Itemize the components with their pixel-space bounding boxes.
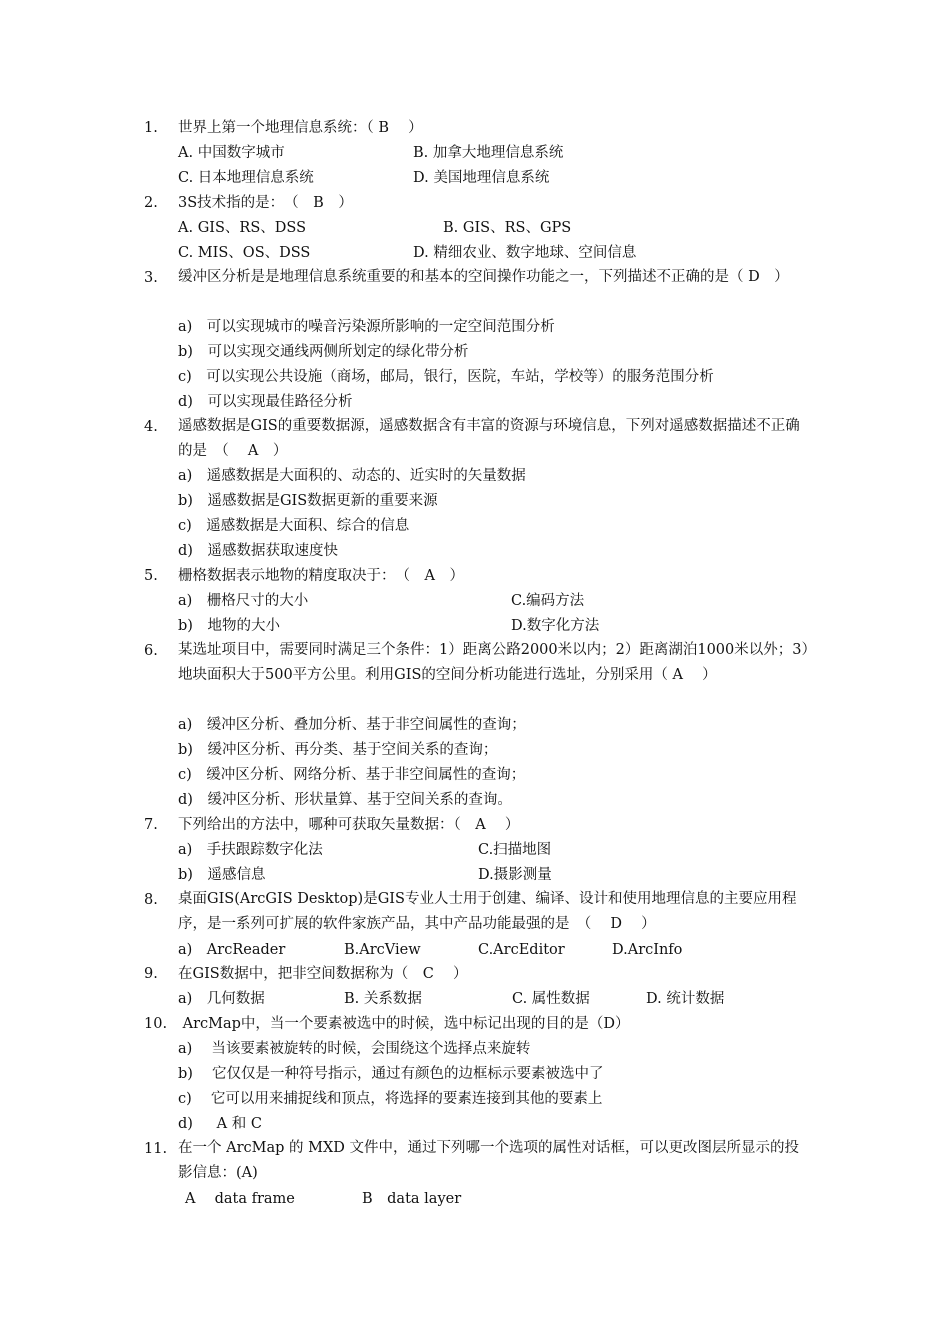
option-d: D. 统计数据 (646, 991, 725, 1007)
question-number: 5. (144, 568, 158, 584)
option-d: D. 美国地理信息系统 (413, 170, 550, 186)
option-d: d) A 和 C (178, 1116, 262, 1132)
option-a: a) ArcReader (178, 942, 286, 958)
option-b: B. 关系数据 (344, 991, 422, 1007)
option-a: a) 遥感数据是大面积的、动态的、近实时的矢量数据 (178, 468, 526, 484)
question-text: 遥感数据是GIS的重要数据源，遥感数据含有丰富的资源与环境信息，下列对遥感数据描述不正确的是 （ A ） (178, 418, 800, 459)
question-number: 3. (144, 270, 158, 286)
option-b: b) 它仅仅是一种符号指示，通过有颜色的边框标示要素被选中了 (178, 1066, 604, 1082)
question-text: 下列给出的方法中，哪种可获取矢量数据：（ A ） (178, 817, 520, 833)
option-c: C. 日本地理信息系统 (178, 170, 314, 186)
option-c: C.ArcEditor (478, 942, 565, 958)
question-number: 4. (144, 419, 158, 435)
question-number: 7. (144, 817, 158, 833)
question-text: 世界上第一个地理信息系统：（ B ） (178, 120, 423, 136)
option-c: c) 可以实现公共设施（商场，邮局，银行，医院，车站，学校等）的服务范围分析 (178, 369, 714, 385)
option-d: D. 精细农业、数字地球、空间信息 (413, 245, 637, 261)
option-c: C.扫描地图 (478, 842, 552, 858)
option-a: A. GIS、RS、DSS (178, 220, 307, 236)
option-b: b) 可以实现交通线两侧所划定的绿化带分析 (178, 344, 469, 360)
question-text: 桌面GIS(ArcGIS Desktop)是GIS专业人士用于创建、编译、设计和使用地理信息的主要应用程序，是一系列可扩展的软件家族产品，其中产品功能最强的是 （ D ） (178, 891, 797, 932)
option-a: a) 可以实现城市的噪音污染源所影响的一定空间范围分析 (178, 319, 555, 335)
option-d: D.数字化方法 (511, 618, 600, 634)
option-d: D.摄影测量 (478, 867, 552, 883)
option-a: a) 缓冲区分析、叠加分析、基于非空间属性的查询； (178, 717, 526, 733)
question-number: 11. (144, 1141, 168, 1157)
question-text: 3S技术指的是： （ B ） (178, 195, 353, 211)
option-b: B. GIS、RS、GPS (443, 220, 572, 236)
option-a: a) 手扶跟踪数字化法 (178, 842, 323, 858)
option-a: a) 当该要素被旋转的时候，会围绕这个选择点来旋转 (178, 1041, 531, 1057)
question-text: 栅格数据表示地物的精度取决于： （ A ） (178, 568, 464, 584)
option-b: B.ArcView (344, 942, 421, 958)
option-d: D.ArcInfo (612, 942, 683, 958)
option-d: d) 遥感数据获取速度快 (178, 543, 338, 559)
option-b: b) 缓冲区分析、再分类、基于空间关系的查询； (178, 742, 498, 758)
question-text: 某选址项目中，需要同时满足三个条件：1）距离公路2000米以内；2）距离湖泊1000米以外；3）地块面积大于500平方公里。利用GIS的空间分析功能进行选址，分别采用（ A ） (178, 642, 809, 683)
option-d: d) 可以实现最佳路径分析 (178, 394, 353, 410)
option-c: c) 缓冲区分析、网络分析、基于非空间属性的查询； (178, 767, 526, 783)
option-c: C. MIS、OS、DSS (178, 245, 311, 261)
option-c: c) 遥感数据是大面积、综合的信息 (178, 518, 410, 534)
option-b: b) 遥感数据是GIS数据更新的重要来源 (178, 493, 438, 509)
question-number: 10. (144, 1016, 168, 1032)
option-c: C.编码方法 (511, 593, 585, 609)
option-c: C. 属性数据 (512, 991, 590, 1007)
option-b: b) 遥感信息 (178, 867, 266, 883)
question-number: 2. (144, 195, 158, 211)
option-b: B. 加拿大地理信息系统 (413, 145, 564, 161)
question-number: 6. (144, 643, 158, 659)
question-text: 在一个 ArcMap 的 MXD 文件中，通过下列哪一个选项的属性对话框，可以更改图层所显示的投影信息：(A) (178, 1140, 800, 1181)
question-number: 1. (144, 120, 158, 136)
question-number: 8. (144, 892, 158, 908)
question-text: ArcMap中，当一个要素被选中的时候，选中标记出现的目的是（D） (178, 1016, 630, 1032)
option-d: d) 缓冲区分析、形状量算、基于空间关系的查询。 (178, 792, 512, 808)
question-text: 缓冲区分析是是地理信息系统重要的和基本的空间操作功能之一，下列描述不正确的是（ D ） (178, 269, 789, 285)
option-b: b) 地物的大小 (178, 618, 280, 634)
question-text: 在GIS数据中，把非空间数据称为（ C ） (178, 966, 468, 982)
option-c: c) 它可以用来捕捉线和顶点，将选择的要素连接到其他的要素上 (178, 1091, 603, 1107)
option-b: B data layer (362, 1191, 462, 1207)
question-number: 9. (144, 966, 158, 982)
option-a: A. 中国数字城市 (178, 145, 285, 161)
option-a: A data frame (185, 1191, 295, 1207)
option-a: a) 栅格尺寸的大小 (178, 593, 309, 609)
option-a: a) 几何数据 (178, 991, 265, 1007)
